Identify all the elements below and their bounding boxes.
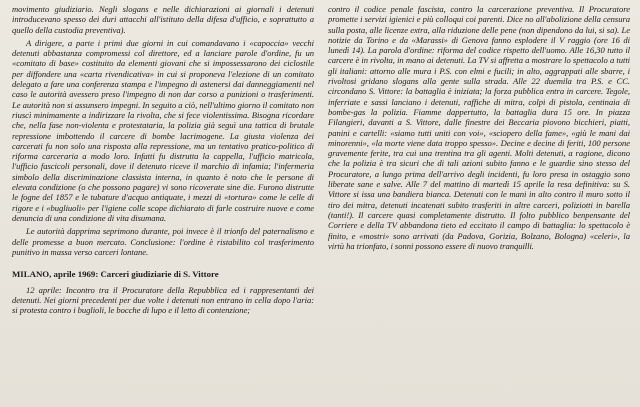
left-paragraph-4: 12 aprile: Incontro tra il Procuratore della Repubblica ed i rappresentanti dei detenuti. Nei giorni precedenti per due volte i detenuti non entrano in cella dopo l'aria: si protesta contro i buglioli, le bocche di lupo e il letto di contenzione; <box>12 284 314 316</box>
section-heading: MILANO, aprile 1969: Carceri giudiziarie di S. Vittore <box>12 269 219 280</box>
right-column <box>328 4 630 407</box>
two-column-layout <box>10 4 630 407</box>
left-paragraph-1: movimento giudiziario. Negli slogans e nelle dichiarazioni ai giornali i detenuti introducevano spesso dei duri attacchi all'istituto della difesa d'ufficio, e soprattutto a quello della custodia preventiva). <box>12 4 314 35</box>
right-paragraph-1: contro il codice penale fascista, contro la carcerazione preventiva. Il Procuratore promette i servizi igienici e più colloqui coi parenti. Dice no all'abolizione della censura sulla posta, alle licenze extra, alla riduzione delle pene (non dipendono da lui, si sa). Le notizie da Torino e da «Marassi» di Genova fanno esplodere il V raggio (ore 16 di lunedì 14). La parola d'ordine: riforma del codice rispetto dell'uomo. Alle 16,30 tutto il carcere è in rivolta, in mano ai detenuti. La TV si affretta a mostrare lo spettacolo a tutti gli italiani: attorno alle mura i P.S. con elmi e fucili; in alto, aggrappati alle sbarre, i rivoltosi gridano slogans alla gente sulla strada. Alle 22 duemila tra P.S. e CC. circondano S. Vittore: la battaglia è iniziata; la forza pubblica entra in carcere. Tegole, inferriate e sassi lanciano i detenuti, raffiche di mitra, colpi di pistola, centinaia di bombe-gas la polizia. Fiamme dappertutto, la battaglia dura 15 ore. In piazza Filangieri, davanti a S. Vittore, dalle finestre dei Beccaria piovono bicchieri, piatti, panini e cartelli: «siamo tutti uniti con voi», «sciopero della fame», «giù le mani dai minorenni», «la morte viene data troppo spesso». Decine e decine di feriti, 100 persone gravemente ferite, tra cui una trentina tra gli agenti. Molti detenuti, a ragione, dicono che la polizia è tra sicuri che di tali azioni subito fanno e le guardie sino stesso del Procuratore, a lungo prima dell'arrivo degli incidenti, fu loro presa in ostaggio sono liberate sane e salve. Alle 7 del mattino di martedì 15 aprile la resa definitiva: su S. Vittore si issa una bandiera bianca. Detenuti con le mani in alto contro il muro sotto il tiro dei mitra, detenuti incatenati subito trasferiti in altre carceri, poliziotti in barella (tanti!). Il carcere quasi completamente distrutto. Il folto pubblico benpensante del Corriere e della TV abbandona tieto ed eccitato il campo di battaglia: lo spettacolo è finito, e «mostri» sono arrivati (da Padova, Gorizia, Bolzano, Bologna) «celeri», la virtù ha trionfato, i sonni possono essere di nuovo tranquilli. <box>328 4 630 251</box>
left-column <box>10 4 314 407</box>
left-paragraph-2: A dirigere, a parte i primi due giorni in cui comandavano i «capoccia» vecchi detenuti abbastanza compromessi col direttore, ed a lanciare parole d'ordine, fu un «comitato di base» costituito da elementi giovani che si impossessarono dei ciclostile per diffondere una «carta rivendicativa» in cui si proponeva l'elezione di un comitato delegato a fare una conferenza stampa e l'impegno di astenersi dai danneggiamenti nel caso le autorità avessero preso l'impegno di non dar corso a punizioni o trasferimenti. Le autorità non si assunsero impegni. In seguito a ciò, nell'ultimo giorno il comitato non riuscì minimamente a indirizzare la rivolta, che si fece violentissima. Bisogna ricordare che, nella fase non-violenta e protestataria, la polizia già seguì una tattica di brutale repressione imbottendo il carcere di bombe lacrimogene. La giusta violenza dei carcerati fu non solo una risposta alla repressione, ma un tentativo pratico-politico di riforma carceraria a modo loro. Infatti fu distrutta la cappella, l'ufficio matricola, l'ufficio fascicoli personali, dove il detenuto riceve il marchio di infamia; l'infermeria simbolo della discriminazione classista interna, in quanto è noto che le persone di elevata condizione (o che possono pagare) vi sono ricoverate sine die. Furono distrutte le fogne del 1857 e le tubature d'acquo antiquate, i mezzi di «tortura» come le celle di rigore e i «bugliuoli» per l'igiene colle scope dichiarato di farle costruire nuove e come denuncia di una condizione di vita disumana. <box>12 37 314 223</box>
left-paragraph-3: Le autorità dapprima seprimono durante, poi invece è il trionfo del paternalismo e delle promesse a buon mercato. Conclusione: l'ordine è ristabilito col trasferimento punitivo in massa verso carceri lontane. <box>12 226 314 257</box>
